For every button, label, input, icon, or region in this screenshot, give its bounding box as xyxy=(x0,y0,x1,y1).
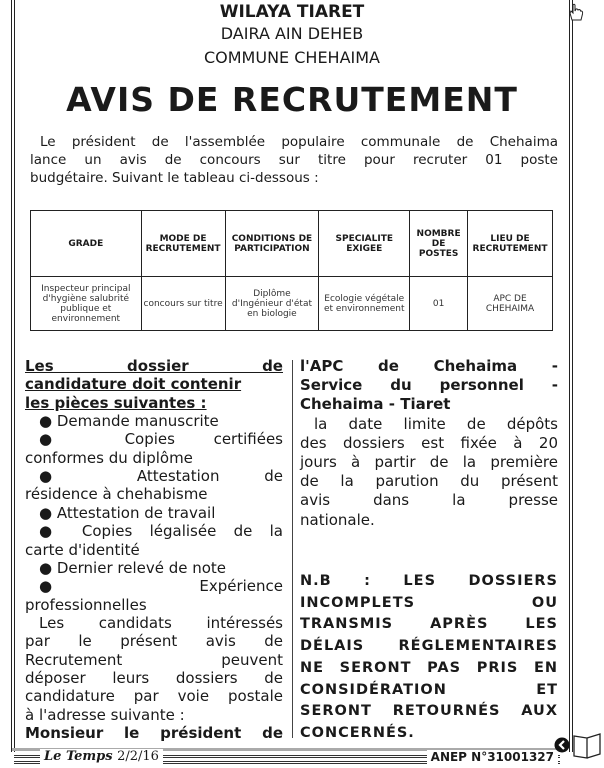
text-line: Recrutement peuvent xyxy=(25,650,283,669)
text-line: déposer leurs dossiers de xyxy=(25,668,283,687)
text-line: la date limite de dépôts xyxy=(314,414,558,433)
text-line: jours à partir de la première xyxy=(300,453,558,471)
text-line: CONCERNÉS. xyxy=(300,724,415,741)
header-cell: CONDITIONS DE PARTICIPATION xyxy=(225,211,319,277)
intro-line: Le président de l'assemblée populaire communale de Chehaima xyxy=(40,134,558,150)
text-line: des dossiers est fixée à 20 xyxy=(300,433,558,452)
text-line: professionnelles xyxy=(25,595,147,614)
commune: COMMUNE CHEHAIMA xyxy=(203,48,380,67)
text-line: avis dans la presse xyxy=(300,491,558,510)
header-cell: NOMBRE DE POSTES xyxy=(410,211,468,277)
text-line: à l'adresse suivante : xyxy=(25,705,185,724)
text-line: ● Copies légalisée de la xyxy=(39,522,283,541)
intro-line: lance un avis de concours sur titre pour recruter 01 poste xyxy=(30,152,558,168)
text-line: ● Attestation de travail xyxy=(39,503,216,522)
text-line: ● Attestation de xyxy=(39,467,283,486)
cell: Ecologie végétale et environnement xyxy=(319,277,410,331)
book-icon[interactable] xyxy=(572,730,604,760)
text-line: les pièces suivantes : xyxy=(25,393,207,412)
anep-number: ANEP N°31001327 xyxy=(427,750,558,764)
header-cell: MODE DE RECRUTEMENT xyxy=(141,211,225,277)
header-cell: GRADE xyxy=(31,211,142,277)
hand-cursor-icon xyxy=(567,2,585,22)
text-line: l'APC de Chehaima - xyxy=(300,357,558,375)
text-line: nationale. xyxy=(300,510,375,529)
text-line: TRANSMIS APRÈS LES xyxy=(300,616,558,633)
cell: concours sur titre xyxy=(141,277,225,331)
chevron-left-icon[interactable] xyxy=(554,737,570,753)
text-line: DÉLAIS RÉGLEMENTAIRES xyxy=(300,638,558,655)
text-line: NE SERONT PAS PRIS EN xyxy=(300,659,558,676)
text-line: ● Expérience xyxy=(39,577,283,596)
text-line: SERONT RETOURNÉS AUX xyxy=(300,703,558,720)
text-line: ● Dernier relevé de note xyxy=(39,558,227,577)
table-header-row xyxy=(31,211,553,277)
text-line: Chehaima - Tiaret xyxy=(300,395,451,414)
cell: Inspecteur principal d'hygiène salubrité publique et environnement xyxy=(31,277,142,331)
text-line: Service du personnel - xyxy=(300,376,558,395)
column-divider xyxy=(292,360,293,738)
header-cell: SPECIALITE EXIGEE xyxy=(319,211,410,277)
text-line: résidence à chehabisme xyxy=(25,485,208,504)
text-line: de la parution du présent xyxy=(300,472,558,491)
cell: Diplôme d'Ingénieur d'état en biologie xyxy=(225,277,319,331)
table-row xyxy=(31,277,553,331)
text-line: carte d'identité xyxy=(25,540,140,559)
text-line: Les candidats intéressés xyxy=(39,613,283,632)
text-line: Les dossier de xyxy=(25,357,283,375)
text-line: CONSIDÉRATION ET xyxy=(300,681,558,698)
newspaper-name xyxy=(40,749,163,764)
recruitment-table xyxy=(30,210,553,331)
text-line: Monsieur le président de xyxy=(25,724,283,742)
newspaper-title: Le Temps xyxy=(44,749,113,764)
intro-paragraph xyxy=(30,133,558,187)
daira: DAIRA AIN DEHEB xyxy=(220,24,364,43)
header-cell: LIEU DE RECRUTEMENT xyxy=(468,211,553,277)
text-line: candidature par voie postale xyxy=(25,687,283,706)
text-line: INCOMPLETS OU xyxy=(300,594,558,611)
intro-line: budgétaire. Suivant le tableau ci-dessous : xyxy=(30,170,319,186)
text-line: par le présent avis de xyxy=(25,632,283,651)
wilaya: WILAYA TIARET xyxy=(219,2,365,22)
text-line: ● Demande manuscrite xyxy=(39,412,219,431)
cell: 01 xyxy=(410,277,468,331)
text-line: ● Copies certifiées xyxy=(39,430,283,449)
cell: APC DE CHEHAIMA xyxy=(468,277,553,331)
text-line: conformes du diplôme xyxy=(25,448,193,467)
page-title: AVIS DE RECRUTEMENT xyxy=(66,80,518,119)
text-line: candidature doit contenir xyxy=(25,375,242,394)
text-line: N.B : LES DOSSIERS xyxy=(300,573,558,589)
publication-date: 2/2/16 xyxy=(117,749,159,764)
